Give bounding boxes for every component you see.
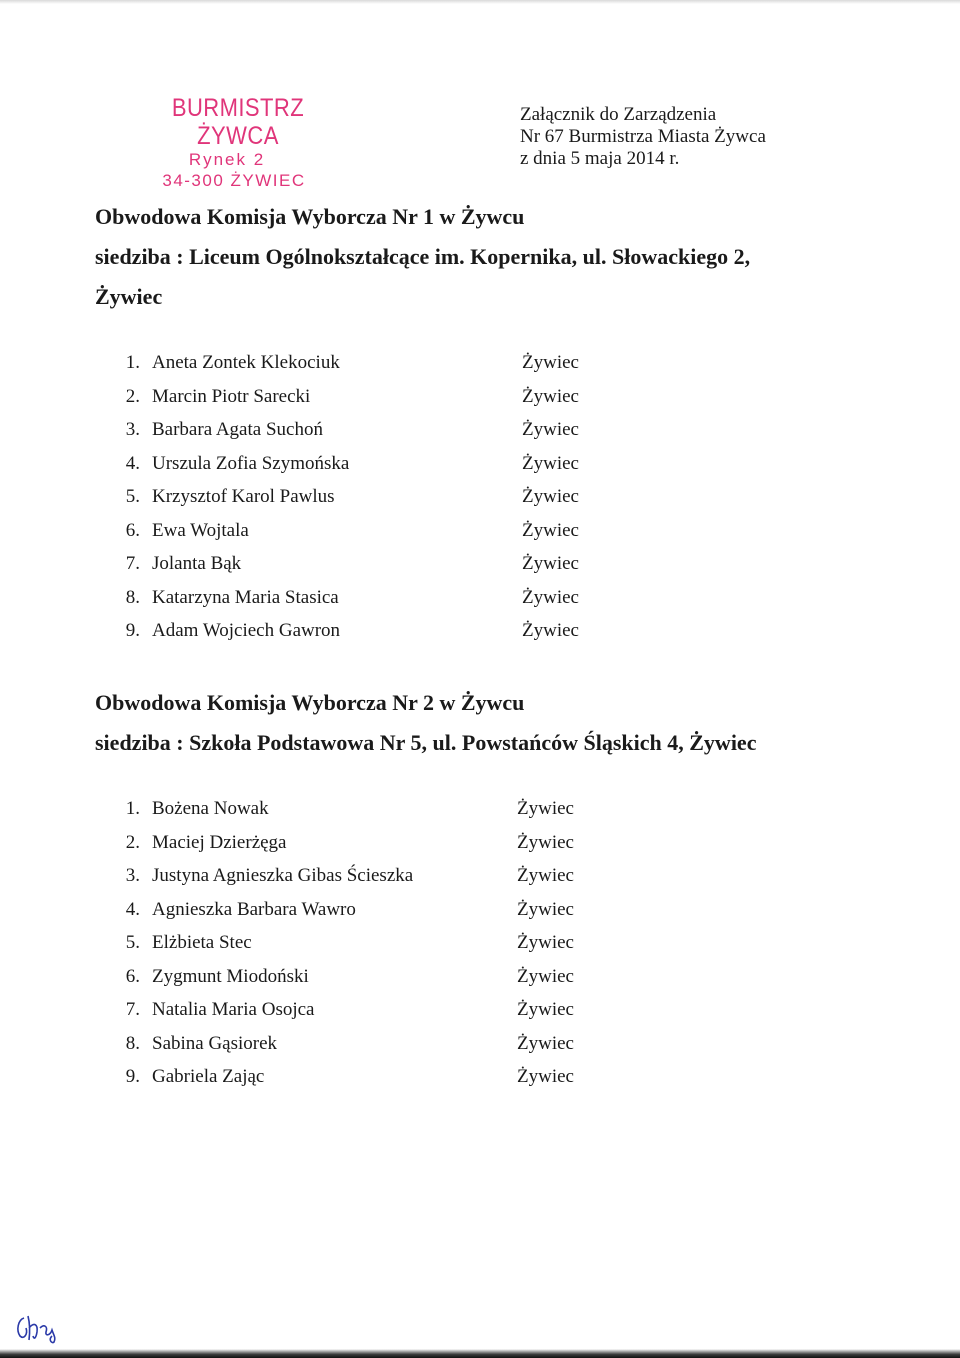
member-city: Żywiec bbox=[522, 452, 579, 474]
member-city: Żywiec bbox=[517, 999, 574, 1020]
member-name: Barbara Agata Suchoń bbox=[152, 419, 323, 440]
member-city: Żywiec bbox=[522, 352, 579, 373]
section-2-title: Obwodowa Komisja Wyborcza Nr 2 w Żywcu bbox=[95, 690, 525, 715]
member-row bbox=[0, 553, 960, 587]
member-number: 6. bbox=[125, 965, 140, 987]
stamp-line-3: 34-300 ŻYWIEC bbox=[162, 171, 306, 190]
member-number: 8. bbox=[125, 1032, 140, 1054]
member-city: Żywiec bbox=[522, 419, 579, 440]
member-city: Żywiec bbox=[517, 932, 574, 953]
member-row bbox=[0, 453, 960, 487]
member-name: Krzysztof Karol Pawlus bbox=[152, 486, 335, 507]
member-row bbox=[0, 620, 960, 654]
member-row bbox=[0, 798, 960, 832]
member-city: Żywiec bbox=[522, 519, 579, 541]
member-number: 2. bbox=[125, 831, 140, 853]
member-name: Marcin Piotr Sarecki bbox=[152, 385, 311, 407]
member-number: 5. bbox=[125, 932, 140, 953]
section-1-seat-city: Żywiec bbox=[95, 284, 163, 309]
member-city: Żywiec bbox=[522, 553, 579, 574]
member-city: Żywiec bbox=[517, 1032, 574, 1054]
member-row bbox=[0, 520, 960, 554]
section-1-title: Obwodowa Komisja Wyborcza Nr 1 w Żywcu bbox=[95, 204, 525, 229]
member-row bbox=[0, 865, 960, 899]
member-number: 1. bbox=[125, 798, 140, 819]
member-number: 9. bbox=[125, 620, 140, 641]
page-bottom-edge bbox=[0, 1349, 960, 1358]
member-name: Urszula Zofia Szymońska bbox=[152, 452, 350, 474]
member-name: Gabriela Zając bbox=[152, 1066, 265, 1087]
section-1-seat: siedziba : Liceum Ogólnokształcące im. Kopernika, ul. Słowackiego 2, bbox=[95, 244, 751, 269]
member-number: 4. bbox=[125, 898, 140, 920]
member-row bbox=[0, 999, 960, 1033]
section-2-member-list bbox=[0, 798, 960, 1100]
member-number: 3. bbox=[125, 419, 140, 440]
member-row bbox=[0, 352, 960, 386]
member-row bbox=[0, 1033, 960, 1067]
member-city: Żywiec bbox=[517, 965, 574, 987]
section-2-seat: siedziba : Szkoła Podstawowa Nr 5, ul. Powstańców Śląskich 4, Żywiec bbox=[95, 730, 757, 755]
attachment-line-3: z dnia 5 maja 2014 r. bbox=[520, 148, 680, 169]
member-city: Żywiec bbox=[522, 586, 579, 608]
member-number: 8. bbox=[125, 586, 140, 608]
member-row bbox=[0, 832, 960, 866]
member-name: Bożena Nowak bbox=[152, 798, 269, 819]
member-name: Sabina Gąsiorek bbox=[152, 1032, 278, 1054]
member-name: Agnieszka Barbara Wawro bbox=[152, 898, 356, 920]
member-name: Adam Wojciech Gawron bbox=[152, 620, 341, 641]
member-row bbox=[0, 932, 960, 966]
stamp-line-2: Rynek 2 bbox=[188, 150, 266, 169]
mayor-stamp bbox=[118, 94, 358, 191]
member-city: Żywiec bbox=[517, 898, 574, 920]
member-row bbox=[0, 386, 960, 420]
member-name: Elżbieta Stec bbox=[152, 932, 252, 953]
member-number: 6. bbox=[125, 519, 140, 541]
page-top-edge bbox=[0, 0, 960, 4]
member-name: Zygmunt Miodoński bbox=[152, 965, 309, 987]
member-name: Ewa Wojtala bbox=[152, 519, 249, 541]
member-city: Żywiec bbox=[517, 798, 574, 819]
member-row bbox=[0, 966, 960, 1000]
member-city: Żywiec bbox=[522, 620, 579, 641]
member-number: 3. bbox=[125, 865, 140, 886]
member-number: 9. bbox=[125, 1066, 140, 1087]
stamp-line-1: BURMISTRZ ŻYWCA bbox=[171, 94, 305, 150]
member-name: Natalia Maria Osojca bbox=[152, 999, 315, 1020]
member-row bbox=[0, 587, 960, 621]
attachment-note bbox=[520, 104, 766, 170]
member-city: Żywiec bbox=[517, 831, 574, 853]
member-row bbox=[0, 486, 960, 520]
member-name: Katarzyna Maria Stasica bbox=[152, 586, 339, 608]
member-city: Żywiec bbox=[522, 385, 579, 407]
handwritten-initials bbox=[12, 1310, 64, 1344]
member-row bbox=[0, 1066, 960, 1100]
member-name: Aneta Zontek Klekociuk bbox=[152, 352, 340, 373]
member-number: 7. bbox=[125, 999, 140, 1020]
member-row bbox=[0, 419, 960, 453]
member-name: Justyna Agnieszka Gibas Ścieszka bbox=[152, 865, 414, 886]
member-number: 4. bbox=[125, 452, 140, 474]
member-city: Żywiec bbox=[522, 486, 579, 507]
attachment-line-2: Nr 67 Burmistrza Miasta Żywca bbox=[520, 126, 766, 147]
member-name: Jolanta Bąk bbox=[152, 553, 242, 574]
member-name: Maciej Dzierżęga bbox=[152, 831, 287, 853]
member-number: 7. bbox=[125, 553, 140, 574]
member-number: 2. bbox=[125, 385, 140, 407]
member-number: 1. bbox=[125, 352, 140, 373]
member-city: Żywiec bbox=[517, 865, 574, 886]
member-city: Żywiec bbox=[517, 1066, 574, 1087]
section-1-member-list bbox=[0, 352, 960, 654]
member-number: 5. bbox=[125, 486, 140, 507]
attachment-line-1: Załącznik do Zarządzenia bbox=[520, 104, 717, 125]
member-row bbox=[0, 899, 960, 933]
